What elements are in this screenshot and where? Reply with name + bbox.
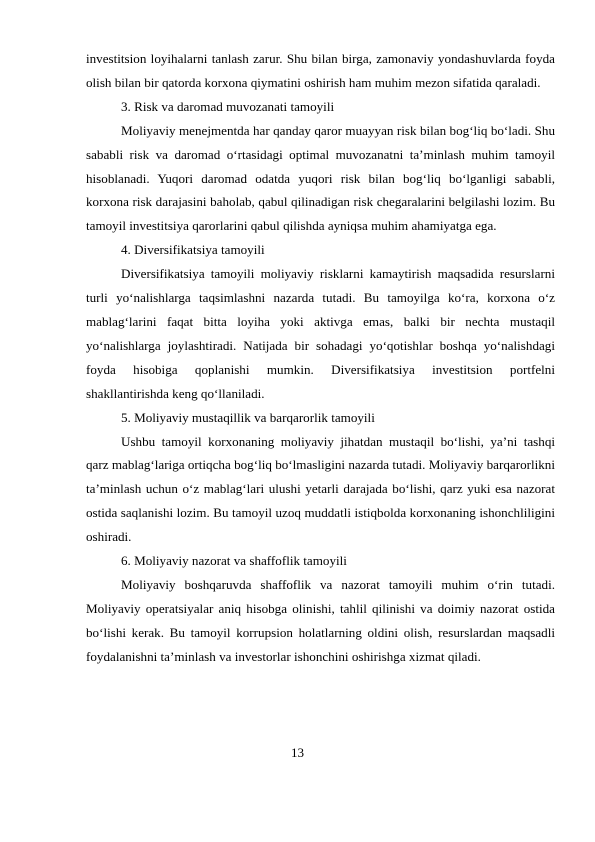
paragraph-continuation: investitsion loyihalarni tanlash zarur. Shu bilan birga, zamonaviy yondashuvlarda foyda olish bilan bir qatorda korxona qiymatini oshirish ham muhim mezon sifatida qaraladi. bbox=[86, 51, 555, 90]
section-heading-diversification: 4. Diversifikatsiya tamoyili bbox=[121, 242, 265, 258]
paragraph-independence: Ushbu tamoyil korxonaning moliyaviy jihatdan mustaqil bo‘lishi, ya’ni tashqi qarz mablag‘lariga ortiqcha bog‘liq bo‘lmasligini nazarda tutadi. Moliyaviy barqarorlikni ta’minlash uchun o‘z mablag‘lari ulushi yetarli darajada bo‘lishi, qarz yuki esa nazorat ostida saqlanishi lozim. Bu tamoyil uzoq muddatli istiqbolda korxonaning ishonchliligini oshiradi. bbox=[86, 433, 555, 545]
paragraph-diversification: Diversifikatsiya tamoyili moliyaviy risklarni kamaytirish maqsadida resurslarni turli yo‘nalishlarga taqsimlashni nazarda tutadi. Bu tamoyilga ko‘ra, korxona o‘z mablag‘larini faqat bitta loyiha yoki aktivga emas, balki bir nechta mustaqil yo‘nalishlarga joylashtiradi. Natijada bir sohadagi yo‘qotishlar boshqa yo‘nalishdagi foyda hisobiga qoplanishi mumkin. Diversifikatsiya investitsion portfelni shakllantirishda keng qo‘llaniladi. bbox=[86, 266, 555, 401]
section-heading-control: 6. Moliyaviy nazorat va shaffoflik tamoyili bbox=[121, 553, 347, 569]
paragraph-risk-return: Moliyaviy menejmentda har qanday qaror muayyan risk bilan bog‘liq bo‘ladi. Shu sababli risk va daromad o‘rtasidagi optimal muvozanatni ta’minlash muhim tamoyil hisoblanadi. Yuqori daromad odatda yuqori risk bilan bog‘liq bo‘lganligi sababli, korxona risk darajasini baholab, qabul qilinadigan risk chegaralarini belgilashi lozim. Bu tamoyil investitsiya qarorlarini qabul qilishda ayniqsa muhim ahamiyatga ega. bbox=[86, 122, 555, 234]
paragraph-control: Moliyaviy boshqaruvda shaffoflik va nazorat tamoyili muhim o‘rin tutadi. Moliyaviy operatsiyalar aniq hisobga olinishi, tahlil qilinishi va doimiy nazorat ostida bo‘lishi kerak. Bu tamoyil korrupsion holatlarning oldini olish, resurslardan maqsadli foydalanishni ta’minlash va investorlar ishonchini oshirishga xizmat qiladi. bbox=[86, 576, 555, 664]
page-body bbox=[86, 47, 555, 669]
page-number: 13 bbox=[290, 745, 305, 760]
section-heading-risk-return: 3. Risk va daromad muvozanati tamoyili bbox=[121, 98, 335, 114]
section-heading-independence: 5. Moliyaviy mustaqillik va barqarorlik tamoyili bbox=[121, 409, 375, 425]
